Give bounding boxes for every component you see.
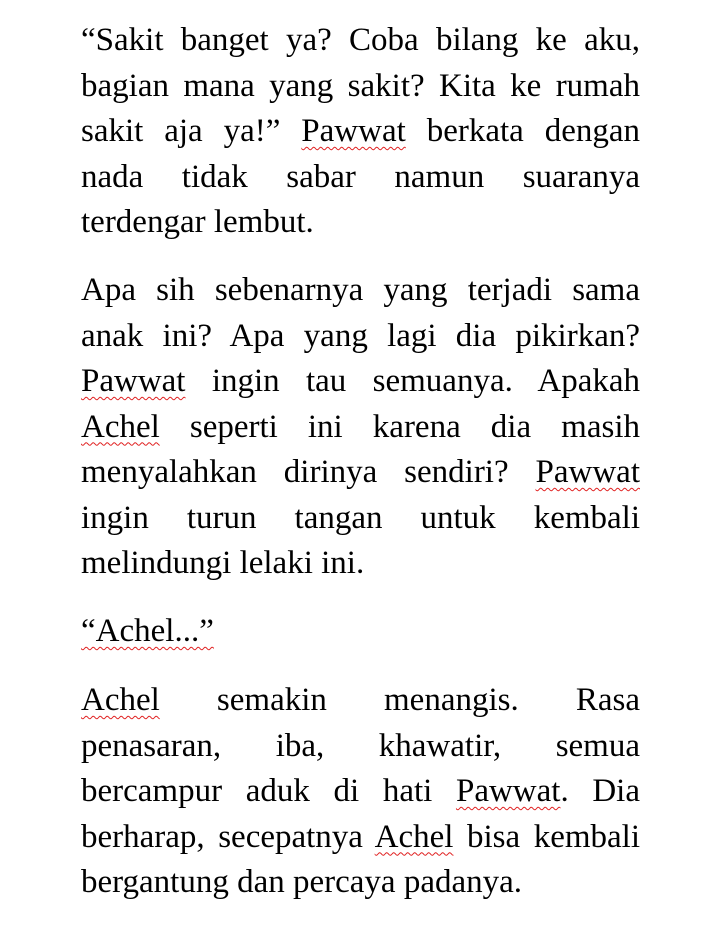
spellcheck-word: Pawwat bbox=[535, 454, 640, 490]
paragraph-line: penasaran, iba, khawatir, semua bbox=[81, 727, 640, 764]
paragraph-2 bbox=[81, 268, 640, 587]
spellcheck-word: Achel bbox=[81, 408, 160, 445]
paragraph-line: nada tidak sabar namun suaranya bbox=[81, 158, 640, 195]
paragraph-line: terdengar lembut. bbox=[81, 204, 314, 240]
text-segment: semakin menangis. Rasa bbox=[159, 682, 640, 718]
spellcheck-word: Pawwat bbox=[455, 773, 561, 809]
text-segment: ingin tau semuanya. Apakah bbox=[185, 363, 640, 399]
paragraph-line: bergantung dan percaya padanya. bbox=[81, 864, 523, 900]
paragraph-4 bbox=[81, 678, 640, 906]
text-segment: sakit aja ya!” bbox=[81, 113, 302, 149]
text-segment: . Dia bbox=[560, 773, 640, 809]
paragraph-1 bbox=[81, 18, 640, 246]
spellcheck-word: Pawwat bbox=[301, 113, 406, 149]
paragraph-3 bbox=[81, 609, 640, 655]
paragraph-line: anak ini? Apa yang lagi dia pikirkan? bbox=[81, 317, 640, 354]
spellcheck-word: Pawwat bbox=[81, 363, 186, 399]
paragraph-line: Apa sih sebenarnya yang terjadi sama bbox=[81, 272, 640, 308]
text-segment: menyalahkan dirinya sendiri? bbox=[81, 454, 536, 490]
paragraph-line bbox=[81, 609, 640, 655]
paragraph-line bbox=[81, 678, 640, 724]
paragraph-line bbox=[81, 405, 640, 451]
text-segment: berharap, secepatnya bbox=[81, 818, 375, 855]
paragraph-line: “Sakit banget ya? Coba bilang ke aku, bbox=[81, 22, 640, 58]
text-segment: seperti ini karena dia masih bbox=[159, 408, 640, 445]
paragraph-line: ingin turun tangan untuk kembali bbox=[81, 499, 640, 536]
text-segment: bisa kembali bbox=[453, 818, 640, 855]
spellcheck-word: Achel bbox=[374, 818, 454, 855]
paragraph-line bbox=[81, 359, 640, 405]
paragraph-line bbox=[81, 450, 640, 496]
paragraph-line: bagian mana yang sakit? Kita ke rumah bbox=[81, 67, 640, 104]
paragraph-line bbox=[81, 815, 640, 861]
text-segment: bercampur aduk di hati bbox=[81, 773, 456, 809]
spellcheck-word: Achel bbox=[81, 682, 160, 718]
paragraph-line: melindungi lelaki ini. bbox=[81, 545, 365, 581]
spellcheck-word: “Achel...” bbox=[81, 613, 214, 649]
paragraph-line bbox=[81, 769, 640, 815]
paragraph-line bbox=[81, 109, 640, 155]
text-segment: berkata dengan bbox=[405, 113, 640, 149]
